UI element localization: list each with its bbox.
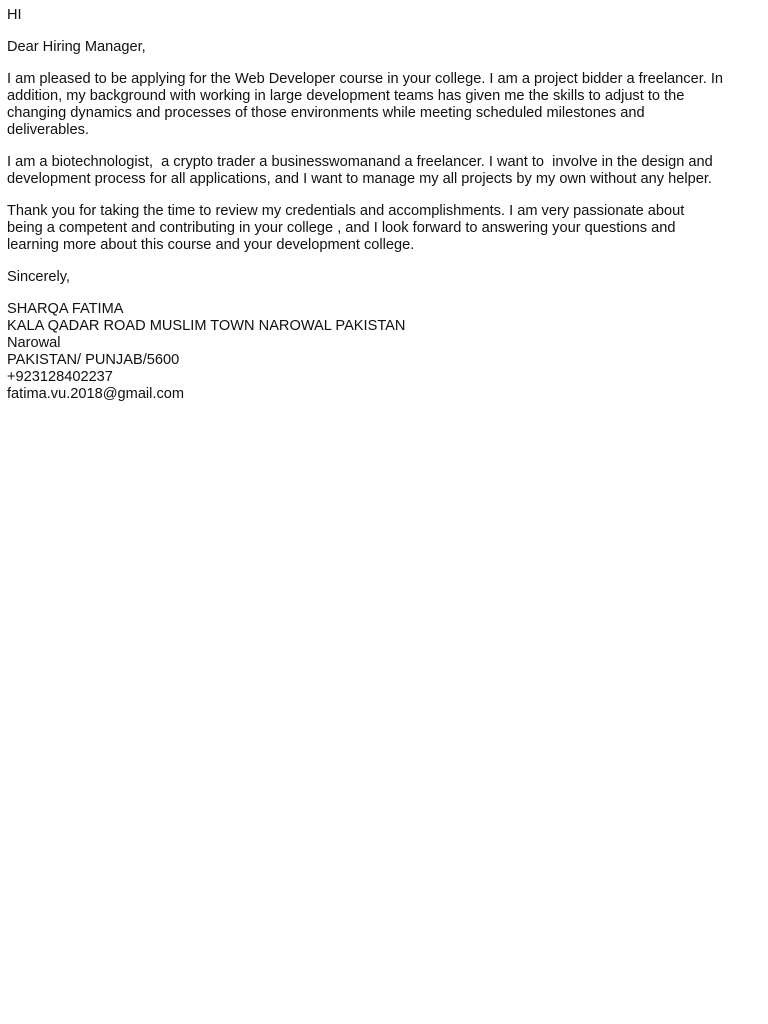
signature-phone: +923128402237 xyxy=(7,369,113,385)
paragraph-line: being a competent and contributing in your college , and I look forward to answering your questions and xyxy=(7,220,676,236)
letter-page xyxy=(7,7,763,418)
closing: Sincerely, xyxy=(7,269,70,285)
salutation: Dear Hiring Manager, xyxy=(7,39,146,55)
signature-email: fatima.vu.2018@gmail.com xyxy=(7,386,185,402)
paragraph-line: changing dynamics and processes of those environments while meeting scheduled milestones and xyxy=(7,105,645,121)
signature-city: Narowal xyxy=(7,335,61,351)
paragraph-line: I am a biotechnologist, a crypto trader a businesswomanand a freelancer. I want to involve in the design and xyxy=(7,154,713,170)
signature-region: PAKISTAN/ PUNJAB/5600 xyxy=(7,352,180,368)
signature-block xyxy=(7,301,763,403)
paragraph-line: addition, my background with working in large development teams has given me the skills to adjust to the xyxy=(7,88,685,104)
paragraph-line: deliverables. xyxy=(7,122,89,138)
paragraph-line: learning more about this course and your development college. xyxy=(7,237,415,253)
paragraph-line: Thank you for taking the time to review my credentials and accomplishments. I am very passionate about xyxy=(7,203,685,219)
paragraph-line: development process for all applications, and I want to manage my all projects by my own without any helper. xyxy=(7,171,712,187)
paragraph-line: I am pleased to be applying for the Web Developer course in your college. I am a project bidder a freelancer. In xyxy=(7,71,724,87)
signature-address: KALA QADAR ROAD MUSLIM TOWN NAROWAL PAKISTAN xyxy=(7,318,406,334)
paragraph-background xyxy=(7,154,763,188)
paragraph-intro xyxy=(7,71,763,139)
paragraph-thanks xyxy=(7,203,763,254)
greeting: HI xyxy=(7,7,22,23)
signature-name: SHARQA FATIMA xyxy=(7,301,124,317)
